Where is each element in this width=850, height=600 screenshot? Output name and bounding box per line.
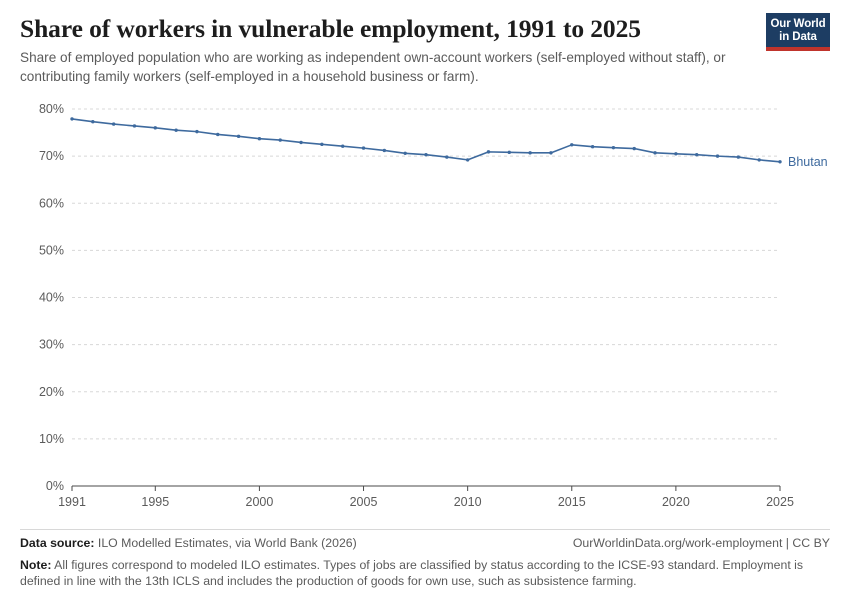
chart-plot-area (20, 101, 830, 511)
series-point (591, 145, 594, 148)
series-point (237, 134, 240, 137)
series-label-bhutan: Bhutan (788, 154, 828, 169)
footer-url[interactable] (573, 536, 830, 550)
series-point (403, 151, 406, 154)
owid-logo-line1: Our World (770, 18, 826, 30)
x-axis-tick-label: 2015 (557, 494, 586, 509)
y-axis-tick-label: 70% (38, 148, 64, 163)
chart-subtitle: Share of employed population who are working as independent own-account workers (self-employed without staff), or contributing family workers (self-employed in a household business or farm). (20, 50, 726, 85)
series-point (362, 146, 365, 149)
data-source-label: Data source: (20, 535, 95, 550)
y-axis-tick-label: 20% (38, 384, 64, 399)
chart-footer (20, 529, 830, 590)
chart-header (20, 14, 830, 87)
series-point (195, 130, 198, 133)
y-axis-tick-label: 40% (38, 290, 64, 305)
y-axis-tick-label: 80% (38, 101, 64, 116)
x-axis-tick-label: 1995 (141, 494, 170, 509)
series-point (70, 117, 73, 120)
series-point (216, 133, 219, 136)
data-source-text: ILO Modelled Estimates, via World Bank (2026) (94, 535, 357, 550)
x-axis-tick-label: 1991 (58, 494, 86, 509)
series-point (674, 152, 677, 155)
series-point (528, 151, 531, 154)
footer-divider (20, 529, 830, 530)
series-point (133, 124, 136, 127)
series-point (612, 146, 615, 149)
series-point (653, 151, 656, 154)
series-point (549, 151, 552, 154)
x-axis-tick-label: 2000 (245, 494, 274, 509)
series-point (424, 153, 427, 156)
y-axis-tick-label: 50% (38, 243, 64, 258)
series-point (320, 142, 323, 145)
series-point (383, 149, 386, 152)
series-point (154, 126, 157, 129)
series-point (508, 150, 511, 153)
x-axis-tick-label: 2020 (661, 494, 690, 509)
owid-logo-line2: in Data (779, 31, 817, 43)
series-point (258, 137, 261, 140)
series-point (174, 128, 177, 131)
x-axis-tick-label: 2025 (766, 494, 794, 509)
footer-note (20, 557, 830, 590)
series-point (757, 158, 760, 161)
series-point (716, 154, 719, 157)
series-point (299, 141, 302, 144)
page-title: Share of workers in vulnerable employment, 1991 to 2025 (20, 14, 641, 43)
line-chart-svg (20, 101, 830, 511)
data-source (20, 536, 357, 550)
series-point (112, 122, 115, 125)
series-point (466, 158, 469, 161)
series-point (695, 153, 698, 156)
x-axis-tick-label: 2010 (453, 494, 482, 509)
series-point (487, 150, 490, 153)
series-point (570, 143, 573, 146)
x-axis-tick-label: 2005 (349, 494, 378, 509)
footer-note-text: All figures correspond to modeled ILO estimates. Types of jobs are classified by status according to the ICSE-93 standard. Employment is defined in line with the 13th ICLS and includes the production of goods for own use, such as subsistence farming. (20, 557, 804, 589)
series-point (279, 138, 282, 141)
footer-note-label: Note: (20, 557, 52, 572)
series-point (91, 120, 94, 123)
y-axis-tick-label: 60% (38, 196, 64, 211)
series-point (778, 160, 781, 163)
series-point (341, 144, 344, 147)
y-axis-tick-label: 30% (38, 337, 64, 352)
series-point (445, 155, 448, 158)
series-point (633, 147, 636, 150)
owid-logo[interactable] (766, 13, 830, 51)
y-axis-tick-label: 0% (45, 478, 64, 493)
series-point (737, 155, 740, 158)
owid-url-link[interactable]: OurWorldinData.org/work-employment | CC BY (572, 535, 830, 550)
y-axis-tick-label: 10% (38, 431, 64, 446)
